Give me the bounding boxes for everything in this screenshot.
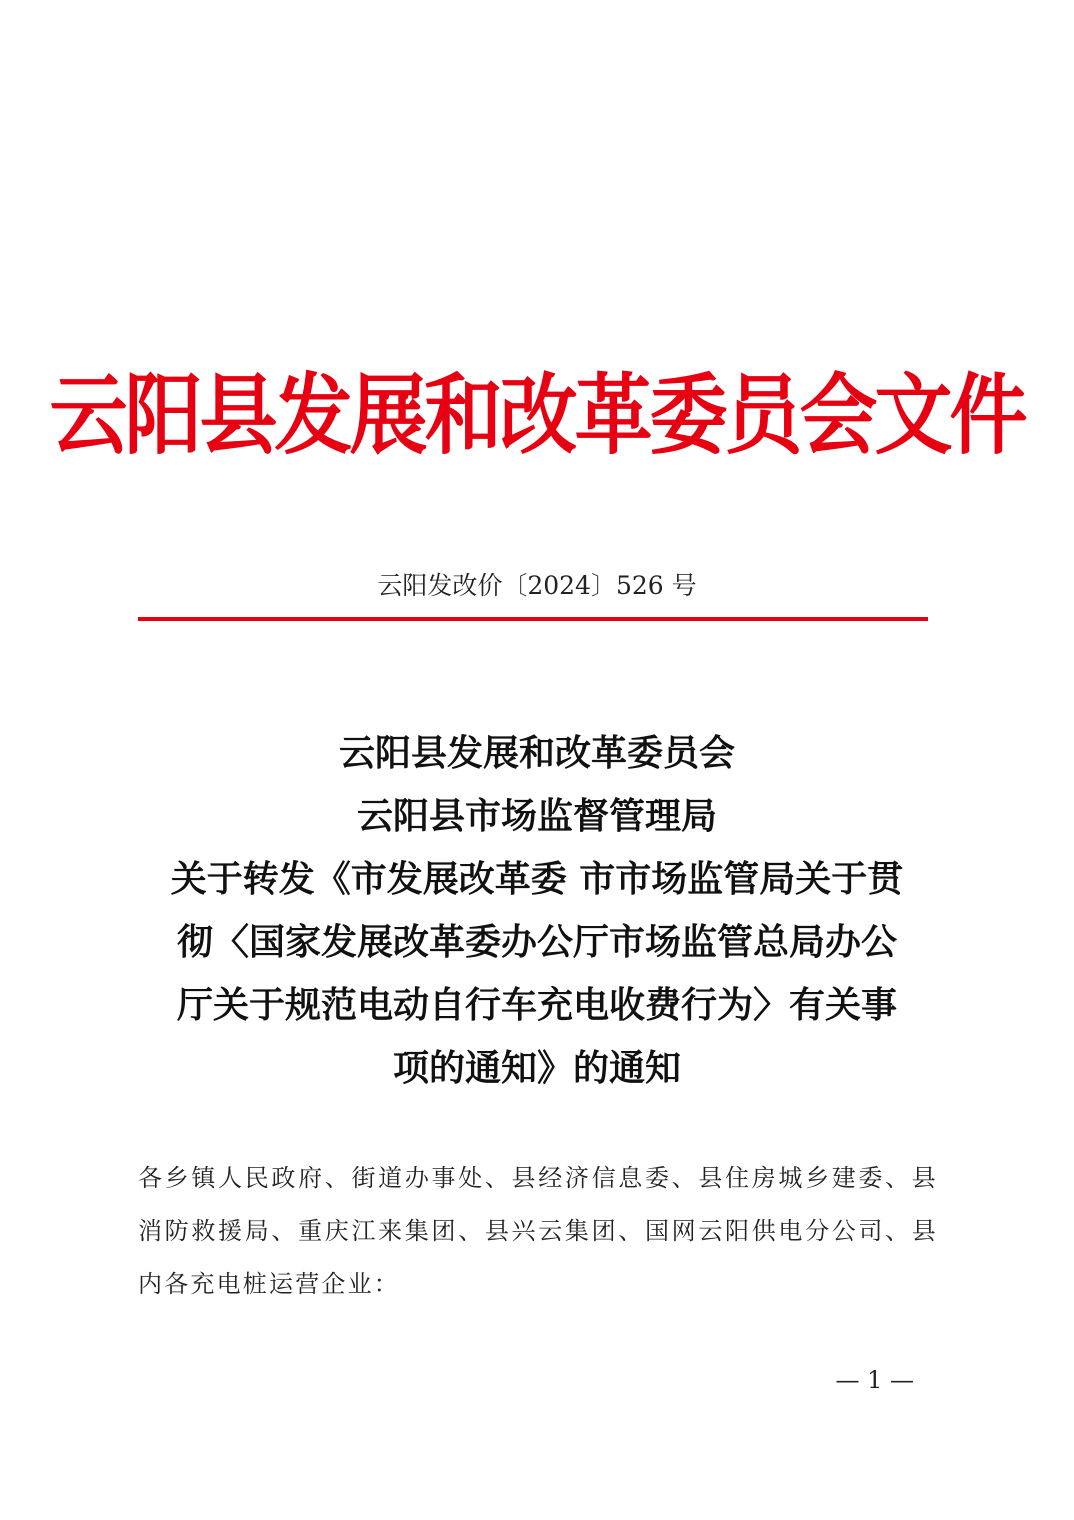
title-line: 厅关于规范电动自行车充电收费行为〉有关事: [176, 984, 897, 1026]
title-line: 关于转发《市发展改革委 市市场监管局关于贯: [170, 858, 904, 900]
title-line: 彻〈国家发展改革委办公厅市场监管总局办公: [176, 921, 897, 963]
document-title: [130, 722, 944, 1100]
document-number: 云阳发改价〔2024〕526 号: [377, 571, 697, 600]
document-masthead: 云阳县发展和改革委员会文件: [49, 365, 1025, 467]
title-line: 云阳县市场监督管理局: [356, 795, 717, 837]
page-number: — 1 —: [835, 1366, 914, 1394]
red-divider-line: [138, 617, 928, 621]
addressee-paragraph: 各乡镇人民政府、街道办事处、县经济信息委、县住房城乡建委、县消防救援局、重庆江来集团、县兴云集团、国网云阳供电分公司、县内各充电桩运营企业：: [138, 1164, 938, 1298]
title-line: 项的通知》的通知: [392, 1047, 681, 1089]
title-line: 云阳县发展和改革委员会: [338, 732, 735, 774]
